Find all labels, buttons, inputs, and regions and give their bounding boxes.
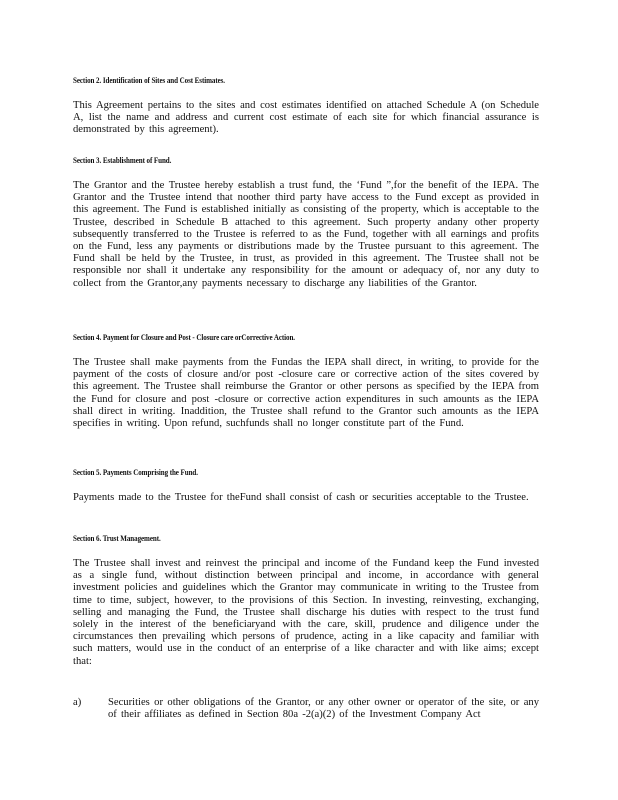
item-a-label: a): [73, 697, 82, 708]
section-3-heading: Section 3. Establishment of Fund.: [73, 155, 172, 165]
section-4-heading: Section 4. Payment for Closure and Post - Closure care orCorrective Action.: [73, 332, 295, 342]
section-3-body: The Grantor and the Trustee hereby establish a trust fund, the ‘Fund ”,for the benefit of the IEPA. The Grantor and the Trustee intend that noother third party have access to the Fund except as provided in this agreement. The Fund is established initially as consisting of the property, which is acceptable to the Trustee, described in Schedule B attached to this agreement. Such property andany other property subsequently transferred to the Trustee is referred to as the Fund, together with all earnings and profits on the Fund, less any payments or distributions made by the Trustee pursuant to this agreement. The Fund shall be held by the Trustee, in trust, as provided in this agreement. The Trustee shall not be responsible nor shall it undertake any responsibility for the amount or adequacy of, nor any duty to collect from the Grantor,any payments necessary to discharge any liabilities of the Grantor.: [73, 180, 539, 289]
section-2-body: This Agreement pertains to the sites and cost estimates identified on attached Schedule A (on Schedule A, list the name and address and current cost estimate of each site for which financial assurance is demonstrated by this agreement).: [73, 100, 539, 136]
section-4-body: The Trustee shall make payments from the Fundas the IEPA shall direct, in writing, to provide for the payment of the costs of closure and/or post -closure care or corrective action of the sites covered by this agreement. The Trustee shall reimburse the Grantor or other persons as specified by the IEPA from the Fund for closure and post -closure or corrective action expenditures in such amounts as the IEPA shall direct in writing. Inaddition, the Trustee shall refund to the Grantor such amounts as the IEPA specifies in writing. Upon refund, suchfunds shall no longer constitute part of the Fund.: [73, 357, 539, 430]
section-5-body: Payments made to the Trustee for theFund shall consist of cash or securities acceptable to the Trustee.: [73, 492, 529, 503]
item-a-text: Securities or other obligations of the Grantor, or any other owner or operator of the site, or any of their affiliates as defined in Section 80a -2(a)(2) of the Investment Company Act: [108, 697, 539, 721]
section-6-body: The Trustee shall invest and reinvest the principal and income of the Fundand keep the Fund invested as a single fund, without distinction between principal and income, in accordance with general investment policies and guidelines which the Grantor may communicate in writing to the Trustee from time to time, subject, however, to the provisions of this Section. In investing, reinvesting, exchanging, selling and managing the Fund, the Trustee shall discharge his duties with respect to the trust fund solely in the interest of the beneficiaryand with the care, skill, prudence and diligence under the circumstances then prevailing which persons of prudence, acting in a like capacity and familiar with such matters, would use in the conduct of an enterprise of a like character and with like aims; except that:: [73, 558, 539, 667]
section-2-heading: Section 2. Identification of Sites and Cost Estimates.: [73, 75, 225, 85]
section-5-heading: Section 5. Payments Comprising the Fund.: [73, 467, 198, 477]
section-6-heading: Section 6. Trust Management.: [73, 533, 161, 543]
